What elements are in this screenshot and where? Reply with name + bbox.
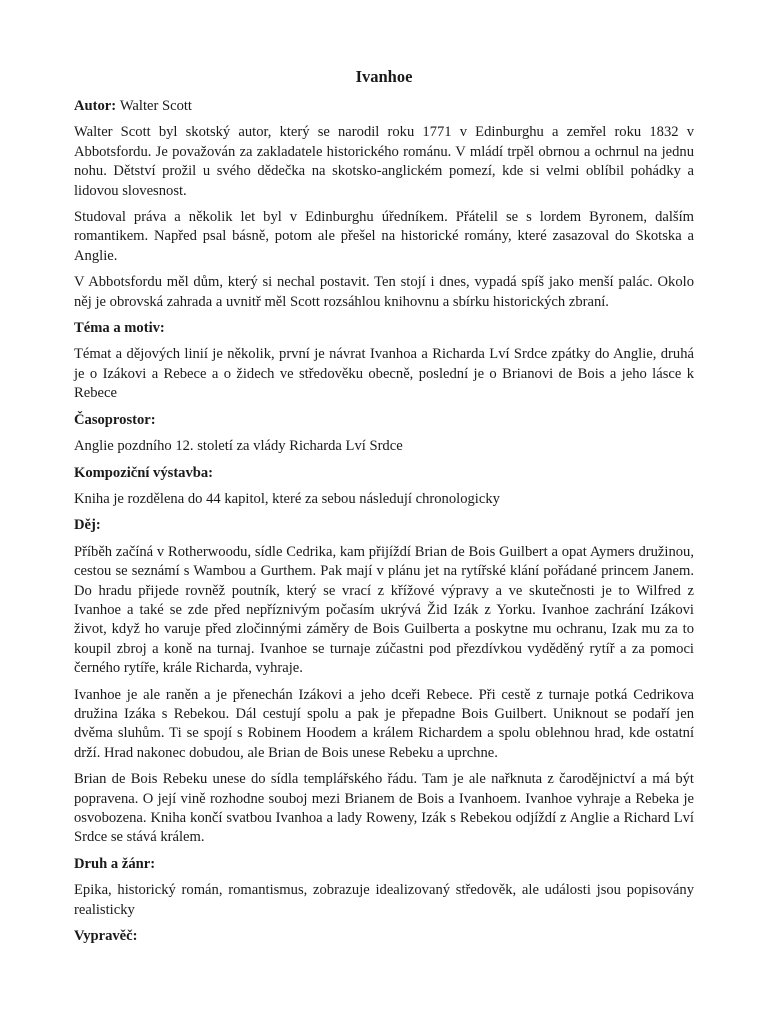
plot-paragraph-2: Ivanhoe je ale raněn a je přenechán Izákovi a jeho dceři Rebece. Při cestě z turnaje potká Cedrikova družina Izáka s Rebekou. Dál cestují spolu a pak je přepadne Bois Guilbert. Uniknout se podaří jen dvěma sluhům. Ti se spojí s Robinem Hoodem a králem Richardem a spolu oblehnou hrad, kde ostatní drží. Hrad nakonec dobudou, ale Brian de Bois unese Rebeku a uprchne. [74, 686, 694, 761]
time-text: Anglie pozdního 12. století za vlády Richarda Lví Srdce [74, 438, 403, 455]
narrator-heading: Vypravěč: [74, 928, 138, 945]
genre-text: Epika, historický román, romantismus, zobrazuje idealizovaný středověk, ale události jsou popisovány realisticky [74, 882, 694, 918]
theme-text: Témat a dějových linií je několik, první je návrat Ivanhoa a Richarda Lví Srdce zpátky do Anglie, druhá je o Izákovi a Rebece a o židech ve středověku obecně, poslední je o Brianovi de Bois a jeho lásce k Rebece [74, 346, 694, 402]
author-value: Walter Scott [119, 98, 192, 114]
intro-paragraph-1: Walter Scott byl skotský autor, který se narodil roku 1771 v Edinburghu a zemřel roku 1832 v Abbotsfordu. Je považován za zakladatele historického románu. V mládí trpěl obrnou a ochrnul na jednu nohu. Dětství prožil u svého dědečka na skotsko-anglickém pomezí, kde si velmi oblíbil pohádky a lidovou slovesnost. [74, 124, 694, 199]
plot-paragraph-3: Brian de Bois Rebeku unese do sídla templářského řádu. Tam je ale nařknuta z čarodějnictví a má být popravena. O její vině rozhodne souboj mezi Brianem de Bois a Ivanhoem. Ivanhoe vyhraje a Rebeka je osvobozena. Kniha končí svatbou Ivanhoa a lady Roweny, Izák s Rebekou odjíždí z Anglie a Richard Lví Srdce se stává králem. [74, 771, 694, 846]
intro-paragraph-2: Studoval práva a několik let byl v Edinburghu úředníkem. Přátelil se s lordem Byronem, dalším romantikem. Napřed psal básně, potom ale přešel na historické romány, které zasazoval do Skotska a Anglie. [74, 209, 694, 264]
genre-heading: Druh a žánr: [74, 855, 156, 872]
author-line [74, 97, 694, 116]
author-label: Autor: [74, 98, 117, 114]
plot-heading: Děj: [74, 517, 101, 534]
document-title: Ivanhoe [355, 67, 413, 86]
composition-heading: Kompoziční výstavba: [74, 464, 214, 481]
composition-text: Kniha je rozdělena do 44 kapitol, které za sebou následují chronologicky [74, 490, 500, 507]
document-page [74, 66, 694, 953]
time-heading: Časoprostor: [74, 411, 156, 428]
intro-paragraph-3: V Abbotsfordu měl dům, který si nechal postavit. Ten stojí i dnes, vypadá spíš jako menší palác. Okolo něj je obrovská zahrada a uvnitř měl Scott rozsáhlou knihovnu a sbírku historických zbraní. [74, 274, 694, 310]
theme-heading: Téma a motiv: [74, 320, 165, 337]
plot-paragraph-1: Příběh začíná v Rotherwoodu, sídle Cedrika, kam přijíždí Brian de Bois Guilbert a opat Aymers družinou, cestou se seznámí s Wambou a Gurthem. Pak mají v plánu jet na rytířské klání pořádané princem Janem. Do hradu přijede rovněž poutník, který se vrací z křížové výpravy a ve skutečnosti je to Wilfred z Ivanhoe a také se zde před nepříznivým počasím ukrývá Žid Izák z Yorku. Ivanhoe zachrání Izákovi život, když ho varuje před zločinnými záměry de Bois Guilberta a poskytne mu ochranu, Izak mu za to koupil zbroj a koně na turnaj. Ivanhoe se turnaje zúčastni pod přezdívkou vyděděný rytíř a za pomoci černého rytíře, krále Richarda, vyhraje. [74, 543, 694, 677]
